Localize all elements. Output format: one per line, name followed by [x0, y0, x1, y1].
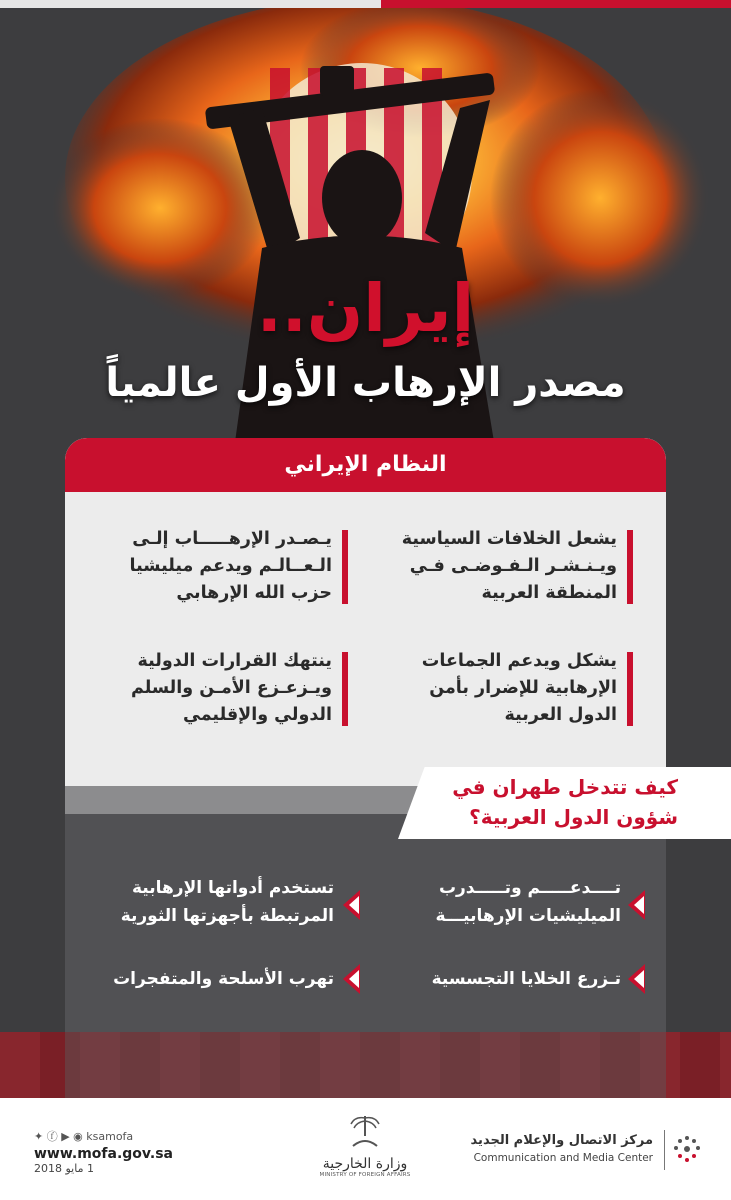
- red-bar: [627, 530, 633, 604]
- bottom-band: [0, 1032, 731, 1098]
- interference-item-4: تهرب الأسلحة والمتفجرات: [113, 969, 334, 989]
- subtitle: مصدر الإرهاب الأول عالمياً: [105, 360, 626, 406]
- hero-image: [0, 8, 731, 478]
- media-center-logo-icon: [672, 1134, 702, 1164]
- explosion-silhouette-illustration: [0, 8, 731, 478]
- media-center: مركز الاتصال والإعلام الجديد Communication and Media Center: [470, 1133, 653, 1164]
- regime-item-2: يـصـدر الإرهـــــاب إلـى الـعــالـم ويدعم ميليشيا حزب الله الإرهابي: [84, 526, 348, 607]
- arrow-icon: [343, 964, 360, 994]
- website-url[interactable]: www.mofa.gov.sa: [34, 1146, 174, 1162]
- iranian-regime-card: [65, 438, 666, 786]
- top-bar: [0, 0, 731, 8]
- arrow-icon: [628, 890, 645, 920]
- regime-item-4: ينتهك القرارات الدولية ويـزعـزع الأمـن والسلم الدولي والإقليمي: [84, 648, 348, 729]
- main-title: إيران..: [256, 270, 475, 347]
- red-bar: [342, 652, 348, 726]
- footer-contact: [34, 1128, 173, 1175]
- red-bar: [627, 652, 633, 726]
- arrow-icon: [343, 890, 360, 920]
- regime-item-3: يشكل ويدعم الجماعات الإرهابية للإضرار بأمن الدول العربية: [369, 648, 633, 729]
- date: 1 مايو 2018: [34, 1162, 94, 1175]
- card-header: النظام الإيراني: [65, 438, 666, 492]
- footer-separator: [664, 1130, 665, 1170]
- interference-item-1: تــــدعـــــم وتـــــدرب الميليشيات الإرهابيـــة: [435, 878, 621, 926]
- social-handle: ✦ ⓕ ▶ ◉ ksamofa: [34, 1130, 134, 1143]
- interference-item-3: تـزرع الخلايا التجسسية: [431, 969, 621, 989]
- arrow-icon: [628, 964, 645, 994]
- regime-item-1: يشعل الخلافات السياسية ويـنـشـر الـفـوضـى فـي المنطقة العربية: [369, 526, 633, 607]
- interference-item-2: تستخدم أدواتها الإرهابية المرتبطة بأجهزتها الثورية: [120, 878, 334, 926]
- social-icons: ✦ ⓕ ▶ ◉: [34, 1130, 87, 1143]
- red-bar: [342, 530, 348, 604]
- question-text: كيف تتدخل طهران في شؤون الدول العربية؟: [452, 775, 678, 829]
- ministry-logo: وزارة الخارجية MINISTRY OF FOREIGN AFFAIRS: [318, 1112, 412, 1178]
- palm-swords-icon: [345, 1112, 385, 1152]
